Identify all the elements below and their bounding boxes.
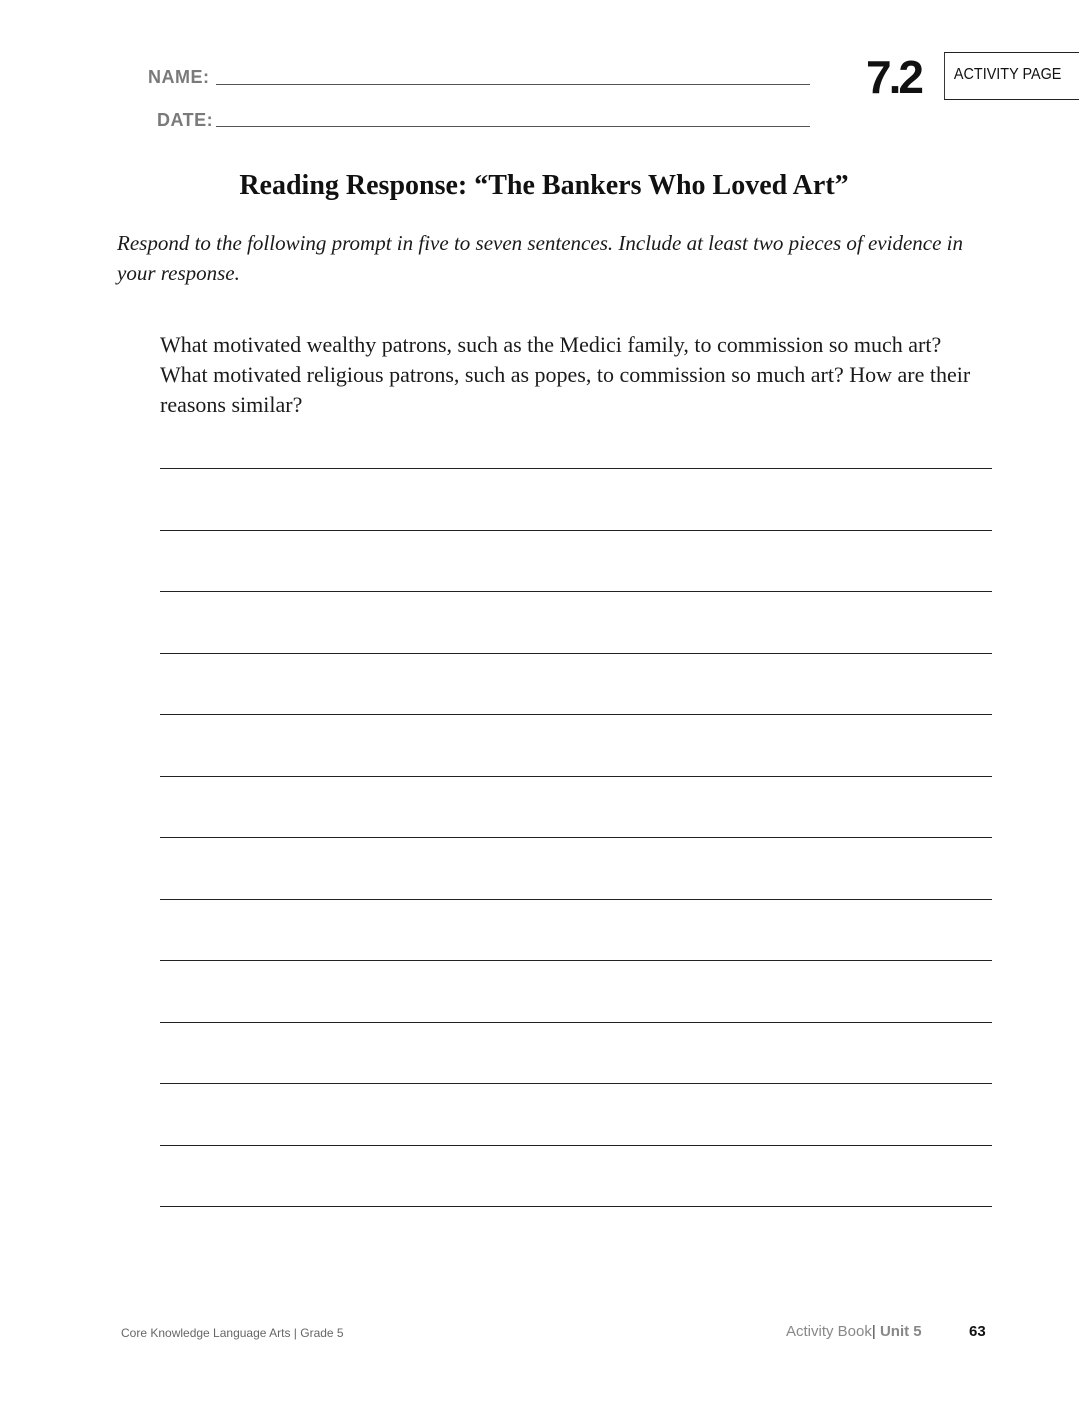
activity-page-number: 7.2 xyxy=(866,51,921,103)
writing-prompt: What motivated wealthy patrons, such as the Medici family, to commission so much art? What motivated religious patrons, such as popes, to commission so much art? How are their reasons similar? xyxy=(160,332,971,417)
footer-unit: Unit 5 xyxy=(879,1323,922,1340)
name-field-line[interactable] xyxy=(216,84,810,85)
answer-line[interactable] xyxy=(160,714,992,715)
answer-line[interactable] xyxy=(160,960,992,961)
answer-line[interactable] xyxy=(160,1145,992,1146)
date-field-line[interactable] xyxy=(216,126,810,127)
answer-line[interactable] xyxy=(160,591,992,592)
footer-book-unit xyxy=(786,1323,922,1340)
footer-page-number: 63 xyxy=(969,1323,986,1340)
instructions: Respond to the following prompt in five to seven sentences. Include at least two pieces of evidence in your response. xyxy=(117,231,964,285)
answer-line[interactable] xyxy=(160,899,992,900)
answer-line[interactable] xyxy=(160,1022,992,1023)
answer-line[interactable] xyxy=(160,1206,992,1207)
answer-line[interactable] xyxy=(160,468,992,469)
page-title: Reading Response: “The Bankers Who Loved Art” xyxy=(239,170,849,201)
answer-line[interactable] xyxy=(160,837,992,838)
activity-page-tag xyxy=(944,52,1079,100)
answer-line[interactable] xyxy=(160,653,992,654)
footer-book: Activity Book xyxy=(786,1323,872,1340)
footer-series: Core Knowledge Language Arts | Grade 5 xyxy=(121,1326,344,1340)
answer-line[interactable] xyxy=(160,1083,992,1084)
answer-line[interactable] xyxy=(160,530,992,531)
name-label: NAME: xyxy=(148,67,210,87)
footer-separator: | xyxy=(871,1323,876,1340)
date-label: DATE: xyxy=(157,110,214,130)
answer-lines[interactable] xyxy=(160,468,992,1268)
activity-page-label: ACTIVITY PAGE xyxy=(953,66,1062,83)
answer-line[interactable] xyxy=(160,776,992,777)
